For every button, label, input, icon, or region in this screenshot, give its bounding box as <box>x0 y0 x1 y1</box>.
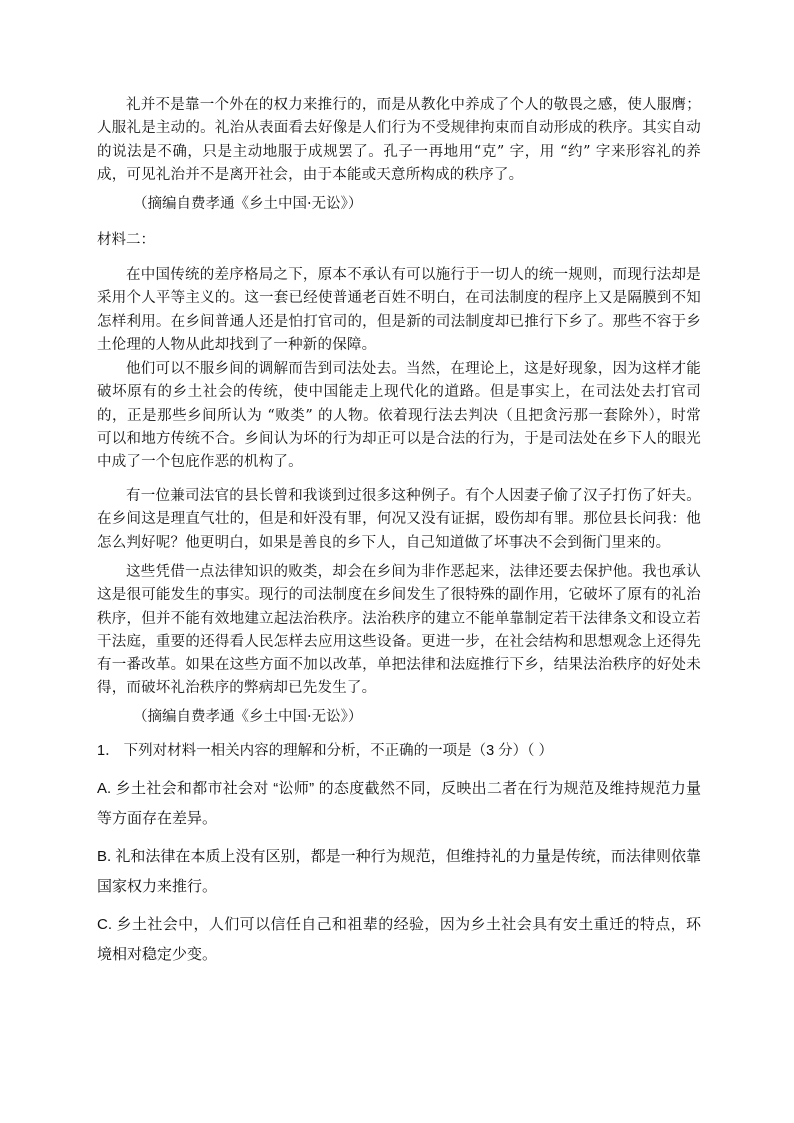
material-one-source-block <box>97 193 701 215</box>
material-two-source-block <box>97 706 701 728</box>
question-one-option-a-block <box>97 774 701 834</box>
material-two-paragraph: 他们可以不服乡间的调解而告到司法处去。当然，在理论上，这是好现象，因为这样才能破坏原有的乡土社会的传统，使中国能走上现代化的道路。但是事实上，在司法处去打官司的，正是那些乡间所认为 “败类” 的人物。依着现行法去判决（且把贪污那一套除外），时常可以和地方传统不合。乡间认为坏的行为却正可以是合法的行为，于是司法处在乡下人的眼光中成了一个包庇作恶的机构了。 <box>97 361 701 471</box>
material-two-paragraph-3-block <box>97 485 701 555</box>
question-one-option-c-block <box>97 910 701 970</box>
question-one-option-b-block <box>97 842 701 902</box>
question-one-stem-block <box>97 740 701 762</box>
material-two-source: （摘编自费孝通《乡土中国·无讼》） <box>133 709 363 725</box>
material-two-paragraph: 有一位兼司法官的县长曾和我谈到过很多这种例子。有个人因妻子偷了汉子打伤了奸夫。在乡间这是理直气壮的，但是和奸没有罪，何况又没有证据，殴伤却有罪。那位县长问我：他怎么判好呢？他更明白，如果是善良的乡下人，自己知道做了坏事决不会到衙门里来的。 <box>97 488 701 551</box>
material-two-paragraph: 在中国传统的差序格局之下，原本不承认有可以施行于一切人的统一规则，而现行法却是采用个人平等主义的。这一套已经使普通老百姓不明白，在司法制度的程序上又是隔膜到不知怎样利用。在乡间普通人还是怕打官司的，但是新的司法制度却已推行下乡了。那些不容于乡土伦理的人物从此却找到了一种新的保障。 <box>97 267 701 353</box>
option-b: B. 礼和法律在本质上没有区别，都是一种行为规范，但维持礼的力量是传统，而法律则依靠国家权力来推行。 <box>97 848 701 895</box>
material-one-section <box>97 94 701 187</box>
option-c: C. 乡土社会中，人们可以信任自己和祖辈的经验，因为乡土社会具有安土重迁的特点，环境相对稳定少变。 <box>97 916 701 963</box>
material-two-heading-block <box>97 229 701 251</box>
material-two-paragraph-4-block <box>97 561 701 701</box>
option-a: A. 乡土社会和都市社会对 “讼师” 的态度截然不同，反映出二者在行为规范及维持规范力量等方面存在差异。 <box>97 780 701 827</box>
material-two-heading: 材料二： <box>97 232 155 248</box>
material-two-paragraph-1-block <box>97 264 701 357</box>
material-one-paragraph: 礼并不是靠一个外在的权力来推行的，而是从教化中养成了个人的敬畏之感，使人服膺；人服礼是主动的。礼治从表面看去好像是人们行为不受规律拘束而自动形成的秩序。其实自动的说法是不确，只是主动地服于成规罢了。孔子一再地用“克” 字，用 “约” 字来形容礼的养成，可见礼治并不是离开社会，由于本能或天意所构成的秩序了。 <box>97 97 701 183</box>
material-two-paragraph-2-block <box>97 358 701 474</box>
question-stem: 1． 下列对材料一相关内容的理解和分析，不正确的一项是（3 分）（ ） <box>97 743 553 759</box>
material-two-paragraph: 这些凭借一点法律知识的败类，却会在乡间为非作恶起来，法律还要去保护他。我也承认这是很可能发生的事实。现行的司法制度在乡间发生了很特殊的副作用，它破坏了原有的礼治秩序，但并不能有效地建立起法治秩序。法治秩序的建立不能单靠制定若干法律条文和设立若干法庭，重要的还得看人民怎样去应用这些设备。更进一步，在社会结构和思想观念上还得先有一番改革。如果在这些方面不加以改革，单把法律和法庭推行下乡，结果法治秩序的好处未得，而破坏礼治秩序的弊病却已先发生了。 <box>97 564 701 697</box>
material-one-source: （摘编自费孝通《乡土中国·无讼》） <box>133 196 363 212</box>
